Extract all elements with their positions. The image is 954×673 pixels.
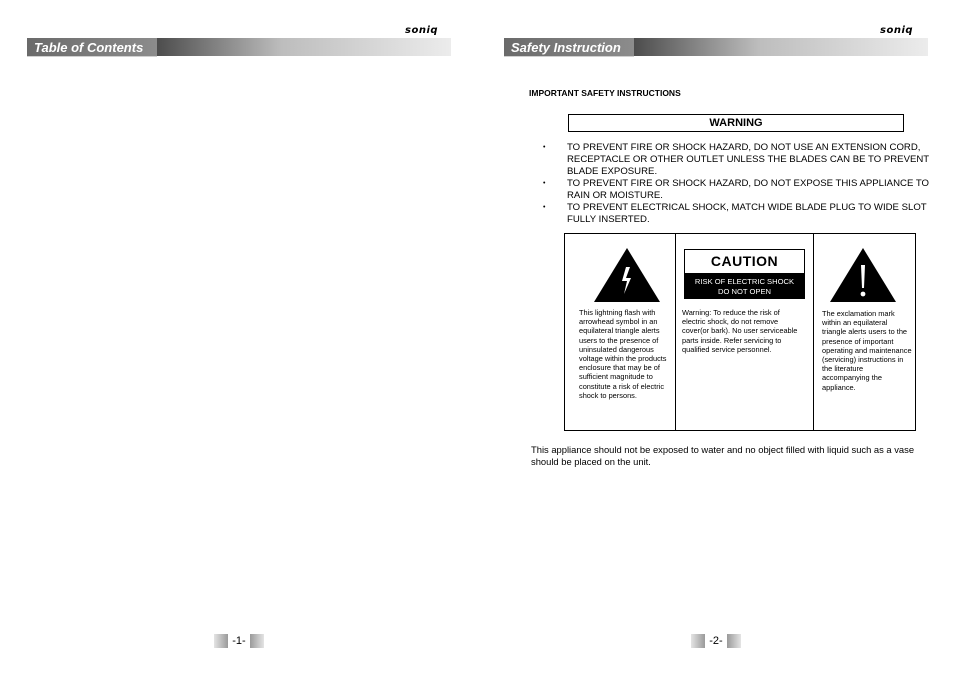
warning-bullet-list xyxy=(543,142,933,226)
section-header-bar xyxy=(504,38,928,56)
caution-description: Warning: To reduce the risk of electric shock, do not remove cover(or bark). No user serviceable parts inside. Refer servicing to qualified service personnel. xyxy=(682,308,798,354)
caution-line-1: RISK OF ELECTRIC SHOCK xyxy=(694,277,795,286)
caution-line-2: DO NOT OPEN xyxy=(717,287,772,296)
page-number-decoration xyxy=(250,634,264,648)
caution-subtitle xyxy=(684,277,805,297)
brand-logo: soniq xyxy=(405,25,439,36)
caution-title-box xyxy=(685,250,804,273)
page-number-box xyxy=(214,634,264,648)
exclamation-column xyxy=(814,234,915,430)
bullet-text: TO PREVENT FIRE OR SHOCK HAZARD, DO NOT EXPOSE THIS APPLIANCE TO RAIN OR MOISTURE. xyxy=(567,178,929,201)
bullet-icon: • xyxy=(543,144,546,151)
section-title: Safety Instruction xyxy=(511,40,621,55)
exclamation-warning-icon xyxy=(829,247,897,303)
list-item xyxy=(543,202,933,226)
bullet-icon: • xyxy=(543,204,546,211)
lightning-column xyxy=(565,234,676,430)
safety-symbols-table xyxy=(564,233,916,431)
page-number-decoration xyxy=(691,634,705,648)
lightning-description: This lightning flash with arrowhead symbol in an equilateral triangle alerts users to the presence of uninsulated dangerous voltage within the products enclosure that may be of sufficient magnitude to constitute a risk of electric shock to persons. xyxy=(579,308,667,400)
lightning-warning-icon xyxy=(593,247,661,303)
page-number: -2- xyxy=(709,635,723,647)
bullet-text: TO PREVENT FIRE OR SHOCK HAZARD, DO NOT USE AN EXTENSION CORD, RECEPTACLE OR OTHER OUTLET UNLESS THE BLADES CAN BE TO PREVENT BLADE EXPOSURE. xyxy=(567,142,929,177)
section-title-box xyxy=(504,38,634,57)
warning-label: WARNING xyxy=(568,114,904,132)
section-title-box xyxy=(27,38,157,57)
page-number-box xyxy=(691,634,741,648)
caution-column xyxy=(676,234,814,430)
exclamation-description: The exclamation mark within an equilateral triangle alerts users to the presence of important operating and maintenance (servicing) instructions in the literature accompanying the appliance. xyxy=(822,309,912,392)
list-item xyxy=(543,178,933,202)
page-number-decoration xyxy=(214,634,228,648)
page-number-decoration xyxy=(727,634,741,648)
bullet-text: TO PREVENT ELECTRICAL SHOCK, MATCH WIDE BLADE PLUG TO WIDE SLOT FULLY INSERTED. xyxy=(567,202,927,225)
caution-label xyxy=(684,249,805,299)
list-item xyxy=(543,142,933,178)
subheading: IMPORTANT SAFETY INSTRUCTIONS xyxy=(529,88,681,98)
page-right xyxy=(477,0,954,673)
bullet-icon: • xyxy=(543,180,546,187)
water-warning-text: This appliance should not be exposed to water and no object filled with liquid such as a vase should be placed on the unit. xyxy=(531,444,915,467)
section-header-bar xyxy=(27,38,451,56)
brand-logo: soniq xyxy=(880,25,914,36)
section-title: Table of Contents xyxy=(34,40,144,55)
page-number: -1- xyxy=(232,635,246,647)
caution-title: CAUTION xyxy=(710,253,779,269)
